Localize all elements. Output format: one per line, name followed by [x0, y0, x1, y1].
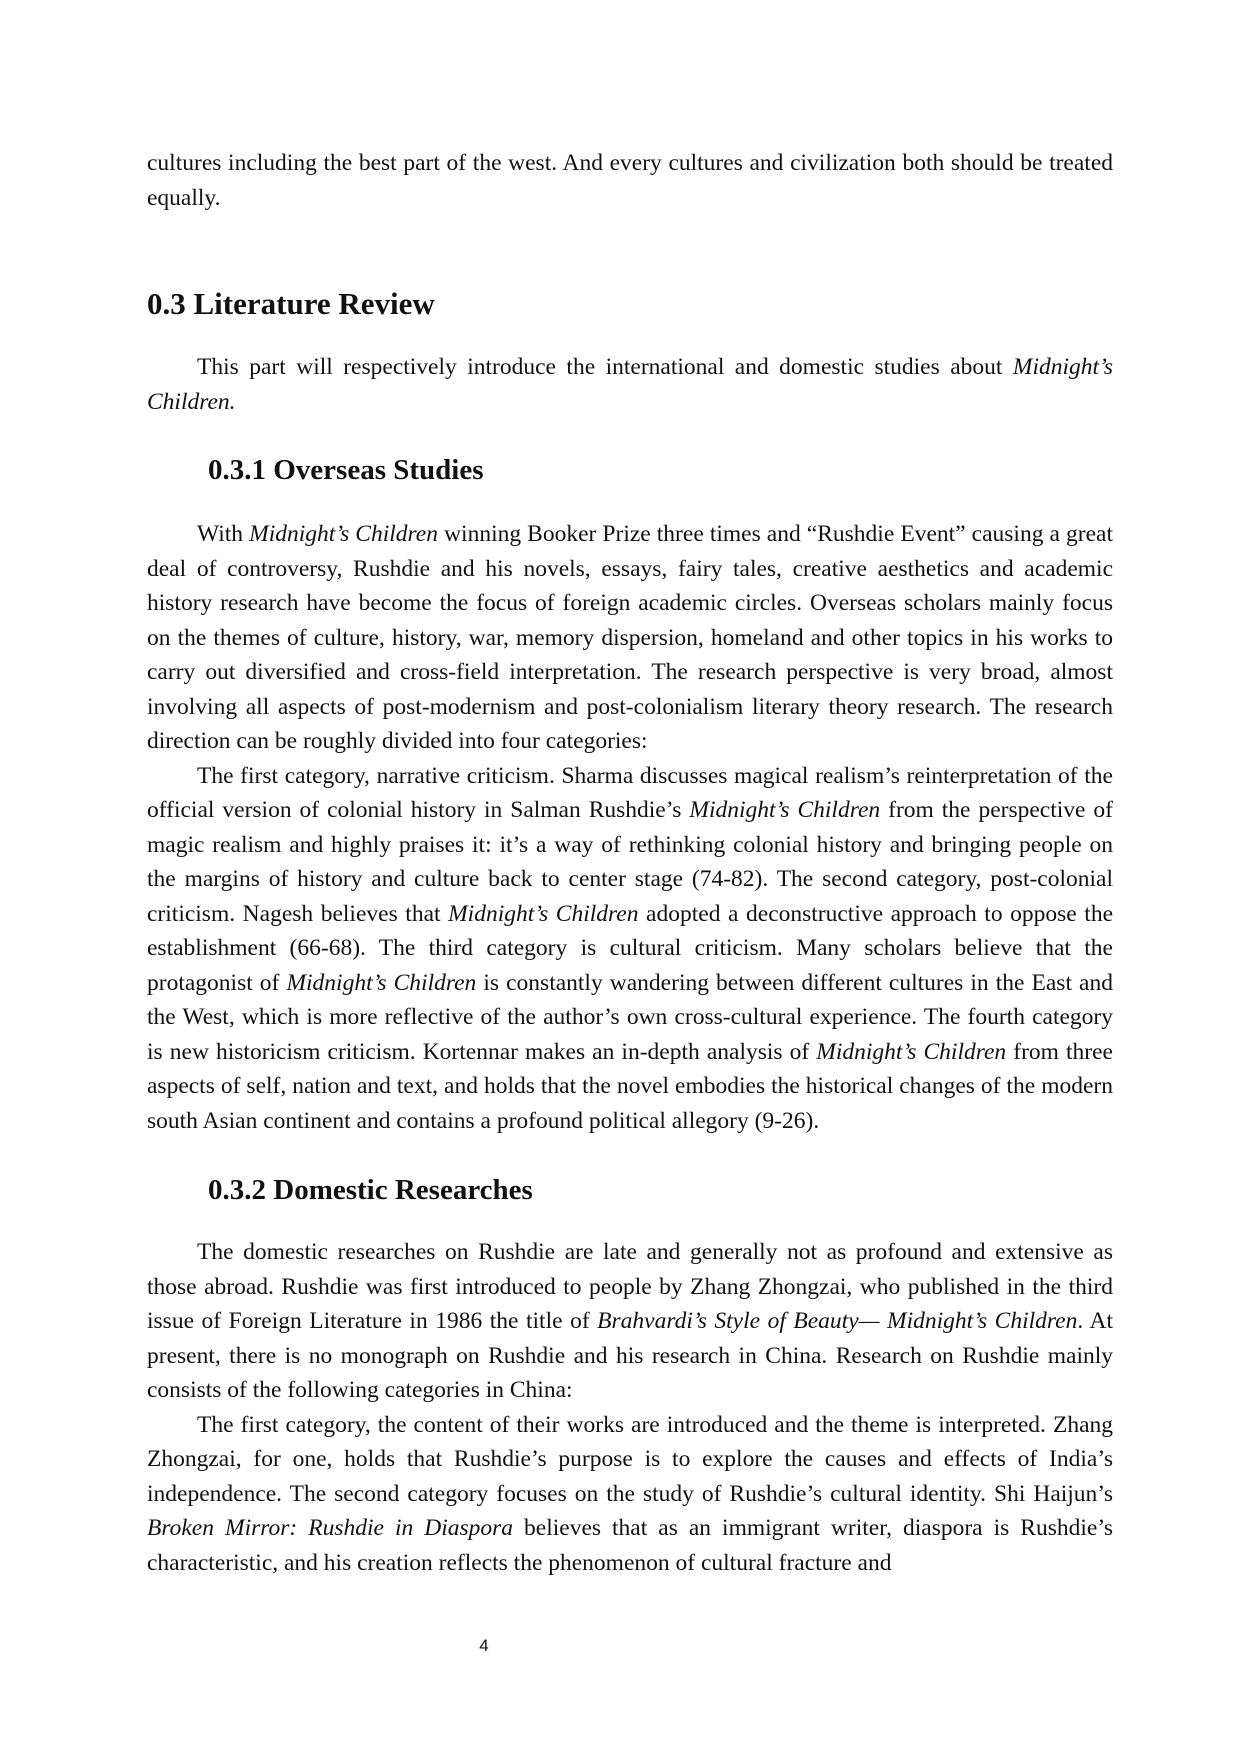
subsection-heading-overseas-studies: 0.3.1 Overseas Studies — [208, 454, 484, 486]
text-run: winning Booker Prize three times and “Rushdie Event” causing a great deal of controversy, Rushdie and his novels, essays, fairy tales, creative aesthetics and academic history research have become the focus of foreign academic circles. Overseas scholars mainly focus on the themes of culture, history, war, memory dispersion, homeland and other topics in his works to carry out diversified and cross-field interpretation. The research perspective is very broad, almost involving all aspects of post-modernism and post-colonialism literary theory research. The research direction can be roughly divided into four categories: — [147, 521, 1113, 754]
overseas-paragraph-1 — [147, 517, 1113, 759]
domestic-paragraph-2 — [147, 1408, 1113, 1581]
text-run: is constantly wandering between different cultures in the East and the West, which is more reflective of the author’s own cross-cultural experience. The fourth category is new historicism criticism. Kortennar makes an in-depth analysis of — [147, 969, 1113, 1065]
subsection-heading-domestic-researches: 0.3.2 Domestic Researches — [208, 1174, 533, 1206]
book-title: Midnight’s Children. — [147, 354, 1113, 415]
literature-review-intro-paragraph — [147, 350, 1113, 419]
text-run: The first category, narrative criticism. Sharma discusses magical realism’s reinterpretation of the official version of colonial history in Salman Rushdie’s — [147, 762, 1113, 823]
book-title: Midnight’s Children — [286, 969, 477, 996]
book-title: Midnight’s Children — [448, 900, 639, 927]
book-title: Broken Mirror: Rushdie in Diaspora — [147, 1515, 514, 1541]
section-heading-literature-review: 0.3 Literature Review — [147, 286, 435, 321]
text-run: adopted a deconstructive approach to oppose the establishment (66-68). The third category is cultural criticism. Many scholars believe that the protagonist of — [147, 900, 1114, 996]
text-run: from three aspects of self, nation and text, and holds that the novel embodies the historical changes of the modern south Asian continent and contains a profound political allegory (9-26). — [147, 1038, 1113, 1134]
book-title: Midnight’s Children — [816, 1038, 1007, 1065]
text-run: The domestic researches on Rushdie are late and generally not as profound and extensive as those abroad. Rushdie was first introduced to people by Zhang Zhongzai, who published in the third issue of Foreign Literature in 1986 the title of — [147, 1239, 1113, 1334]
page-body — [147, 146, 1113, 1580]
book-title: Midnight’s Children — [249, 521, 438, 547]
text-run: With — [197, 521, 250, 547]
domestic-paragraph-1 — [147, 1235, 1113, 1408]
text-run: The first category, the content of their works are introduced and the theme is interpreted. Zhang Zhongzai, for one, holds that Rushdie’s purpose is to explore the causes and effects of India’s independence. The second category focuses on the study of Rushdie’s cultural identity. Shi Haijun’s — [147, 1411, 1113, 1507]
text-run: believes that as an immigrant writer, diaspora is Rushdie’s characteristic, and his creation reflects the phenomenon of cultural fracture and — [147, 1515, 1113, 1576]
text-run: from the perspective of magic realism and highly praises it: it’s a way of rethinking colonial history and bringing people on the margins of history and culture back to center stage (74-82). The second category, post-colonial criticism. Nagesh believes that — [147, 797, 1113, 927]
intro-text: This part will respectively introduce the international and domestic studies about — [197, 354, 1013, 380]
page-number-text: 4 — [479, 1636, 489, 1655]
page-number — [0, 1636, 1240, 1656]
overseas-paragraph-2 — [147, 759, 1113, 1139]
book-title: Brahvardi’s Style of Beauty— Midnight’s Children — [597, 1308, 1078, 1334]
continuation-paragraph: cultures including the best part of the west. And every cultures and civilization both should be treated equally. — [147, 150, 1113, 211]
book-title: Midnight’s Children — [689, 797, 881, 823]
text-run: . At present, there is no monograph on Rushdie and his research in China. Research on Rushdie mainly consists of the following categories in China: — [147, 1308, 1113, 1403]
